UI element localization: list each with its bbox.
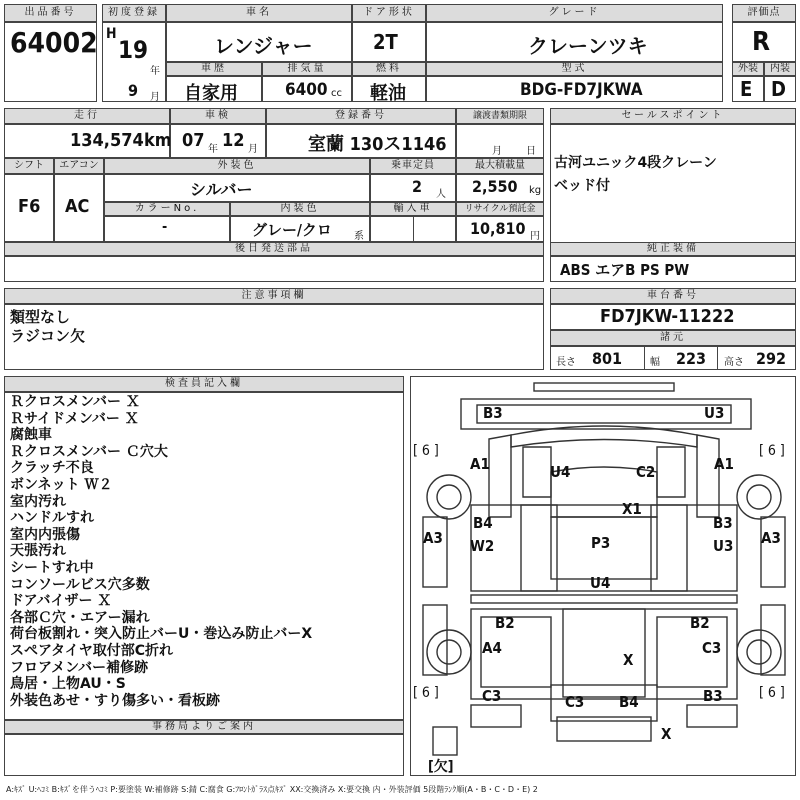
wheel-right-front — [737, 475, 781, 519]
color-no: - — [162, 219, 168, 235]
door-label: ドア形状 — [352, 4, 426, 22]
equip: ABS エアB PS PW — [560, 261, 690, 279]
lot-no-label: 出品番号 — [4, 4, 97, 22]
transfer-label: 譲渡書類期限 — [456, 108, 544, 124]
inspector-line: 室内汚れ — [10, 493, 66, 510]
mark-u4-cab: U4 — [550, 463, 571, 481]
inspector-line: 天張汚れ — [10, 543, 66, 560]
office-cell — [4, 734, 404, 776]
int-grade: D — [771, 77, 786, 101]
wheel-left-rear — [427, 630, 471, 674]
inspector-line: 荷台板割れ・突入防止バーU・巻込み防止バーX — [10, 626, 313, 643]
int-color-label: 内装色 — [230, 202, 370, 216]
mark-b3-right-rear: B3 — [703, 687, 723, 705]
tire-left-rear: [ 6 ] — [413, 685, 439, 701]
reg-year: 19 — [118, 36, 149, 64]
ext-color-label: 外装色 — [104, 158, 370, 174]
delivery-cell — [4, 256, 544, 282]
inspector-line: 外装色あせ・すり傷多い・看板跡 — [10, 692, 220, 709]
insp-month-unit: 月 — [248, 144, 258, 155]
tire-right-rear: [ 6 ] — [759, 685, 785, 701]
reg-month-unit: 月 — [150, 92, 160, 103]
model: レンジャー — [214, 34, 313, 58]
mark-b4-left: B4 — [473, 514, 493, 532]
type-label: 型式 — [426, 62, 723, 76]
mark-x1-center: X1 — [622, 500, 642, 518]
length: 801 — [592, 349, 623, 368]
history-label: 車歴 — [166, 62, 262, 76]
sales-point-label: セールスポイント — [550, 108, 796, 124]
inspector-line: スペアタイヤ取付部C折れ — [10, 643, 174, 659]
import-divider — [413, 216, 456, 242]
notes-line-1: 類型なし — [10, 308, 71, 326]
reg-era: H — [106, 26, 117, 42]
mileage-unit: km — [144, 130, 172, 151]
height: 292 — [756, 349, 787, 368]
mark-a1-left: A1 — [470, 455, 490, 473]
inspector-line: 鳥居・上物AU・S — [10, 676, 126, 693]
capacity-unit: 人 — [436, 189, 446, 200]
history: 自家用 — [184, 83, 238, 104]
mark-b3-top-left: B3 — [483, 404, 503, 422]
load-unit: kg — [529, 185, 542, 196]
fuel: 軽油 — [370, 83, 406, 104]
length-label: 長さ — [556, 357, 576, 368]
mark-a3-right: A3 — [761, 529, 781, 547]
plate: 室蘭 130ス1146 — [308, 134, 447, 155]
score: R — [752, 27, 771, 57]
reg-year-unit: 年 — [150, 66, 160, 77]
diagram-frame — [410, 376, 796, 776]
inspector-line: Ｒサイドメンバー Ｘ — [10, 410, 139, 427]
load: 2,550 — [472, 177, 518, 196]
score-label: 評価点 — [732, 4, 796, 22]
inspector-line: 腐蝕車 — [10, 427, 52, 444]
int-color-unit: 系 — [354, 231, 364, 242]
mark-c3-left-rear: C3 — [482, 687, 502, 705]
first-reg-label: 初度登録 — [102, 4, 166, 22]
wheel-left-front — [427, 475, 471, 519]
recycle-label: リサイクル預託金 — [456, 202, 544, 216]
notes-line-2: ラジコン欠 — [10, 327, 86, 345]
insp-year: 07 — [182, 130, 205, 151]
chassis-label: 車台番号 — [550, 288, 796, 304]
mark-b3-right: B3 — [713, 514, 733, 532]
dims-label: 諸元 — [550, 330, 796, 346]
notes-label: 注意事項欄 — [4, 288, 544, 304]
mark-b2-right: B2 — [690, 614, 710, 632]
mark-a3-left: A3 — [423, 529, 443, 547]
inspector-line: コンソールビス穴多数 — [10, 576, 150, 593]
grade-label: グレード — [426, 4, 723, 22]
recycle: 10,810 — [470, 219, 526, 238]
mark-a4-left: A4 — [482, 639, 502, 657]
fuel-label: 燃料 — [352, 62, 426, 76]
grade: クレーンツキ — [528, 34, 648, 58]
lot-no: 64002 — [10, 26, 98, 59]
inspector-line: ボンネット Ｗ２ — [10, 477, 113, 493]
shift: F6 — [18, 196, 41, 217]
office-label: 事務局よりご案内 — [4, 720, 404, 734]
plate-label: 登録番号 — [266, 108, 456, 124]
equip-label: 純正装備 — [550, 242, 796, 256]
recycle-unit: 円 — [530, 231, 540, 242]
mark-u4-bed: U4 — [590, 574, 611, 592]
inspector-line: 室内内張傷 — [10, 526, 80, 543]
mark-x-rear: X — [623, 651, 634, 669]
inspector-label: 検査員記入欄 — [4, 376, 404, 392]
int-grade-label: 内装 — [764, 62, 796, 76]
mark-w2-left: W2 — [470, 537, 495, 555]
displacement-label: 排気量 — [262, 62, 352, 76]
width: 223 — [676, 349, 707, 368]
insp-month: 12 — [222, 130, 245, 151]
height-label: 高さ — [724, 357, 744, 368]
inspector-line: ドアバイザー Ｘ — [10, 593, 112, 610]
wheel-right-rear — [737, 630, 781, 674]
int-color: グレー/クロ — [252, 221, 332, 239]
mileage: 134,574 — [70, 130, 144, 151]
insp-year-unit: 年 — [208, 144, 218, 155]
color-no-label: カラーNo. — [104, 202, 230, 216]
mark-c3-right: C3 — [702, 639, 722, 657]
inspector-line: シートすれ中 — [10, 560, 94, 576]
mark-c3-bumper: C3 — [565, 693, 585, 711]
displacement: 6400 — [285, 80, 328, 100]
mark-b4-bumper: B4 — [619, 693, 639, 711]
inspector-line: ハンドルすれ — [10, 510, 94, 527]
delivery-label: 後日発送部品 — [4, 242, 544, 256]
transfer-day-unit: 日 — [526, 146, 536, 157]
capacity-label: 乗車定員 — [370, 158, 456, 174]
inspector-line: Ｒクロスメンバー Ｘ — [10, 394, 140, 410]
model-label: 車名 — [166, 4, 352, 22]
mark-c2-cab: C2 — [636, 463, 656, 481]
transfer-month-unit: 月 — [492, 146, 502, 157]
chassis: FD7JKW-11222 — [600, 306, 735, 327]
mark-x-bumper: X — [661, 725, 672, 743]
capacity: 2 — [412, 177, 423, 196]
tire-right-front: [ 6 ] — [759, 443, 785, 459]
inspector-line: 各部Ｃ穴・エアー漏れ — [10, 609, 150, 626]
ext-color: シルバー — [190, 180, 253, 199]
truck-outline — [423, 383, 785, 755]
shift-label: シフト — [4, 158, 54, 174]
ac: AC — [65, 196, 90, 217]
spare-tire: [欠] — [428, 759, 454, 775]
door: 2T — [373, 30, 398, 54]
ext-grade-label: 外装 — [732, 62, 764, 76]
load-label: 最大積載量 — [456, 158, 544, 174]
mark-a1-right: A1 — [714, 455, 734, 473]
sales-point-line-1: 古河ユニック4段クレーン — [554, 155, 717, 171]
width-label: 幅 — [650, 357, 660, 368]
mark-b2-left: B2 — [495, 614, 515, 632]
ext-grade: E — [740, 77, 753, 101]
ac-label: エアコン — [54, 158, 104, 174]
mileage-label: 走行 — [4, 108, 170, 124]
import-label: 輸入車 — [370, 202, 456, 216]
inspector-line: Ｒクロスメンバー Ｃ穴大 — [10, 443, 168, 460]
reg-month: 9 — [128, 81, 139, 100]
tire-left-front: [ 6 ] — [413, 443, 439, 459]
inspector-line: クラッチ不良 — [10, 460, 94, 477]
mark-u3-right: U3 — [713, 537, 734, 555]
inspector-line: フロアメンバー補修跡 — [10, 659, 149, 676]
mark-p3-center: P3 — [591, 534, 611, 552]
type: BDG-FD7JKWA — [520, 80, 643, 100]
legend: A:ｷｽﾞ U:ﾍｺﾐ B:ｷｽﾞを伴うﾍｺﾐ P:要塗装 W:補修跡 S:錆 C:腐食 G:ﾌﾛﾝﾄｶﾞﾗｽ点ｷｽﾞ XX:交換済み X:要交換 内・外装評価 5段階ﾗﾝｸ順(A・B・C・D・E) 2 — [6, 785, 538, 794]
sales-point-line-2: ベッド付 — [554, 178, 610, 194]
displacement-unit: cc — [331, 88, 342, 99]
mark-u3-top-right: U3 — [704, 404, 725, 422]
inspection-label: 車検 — [170, 108, 266, 124]
